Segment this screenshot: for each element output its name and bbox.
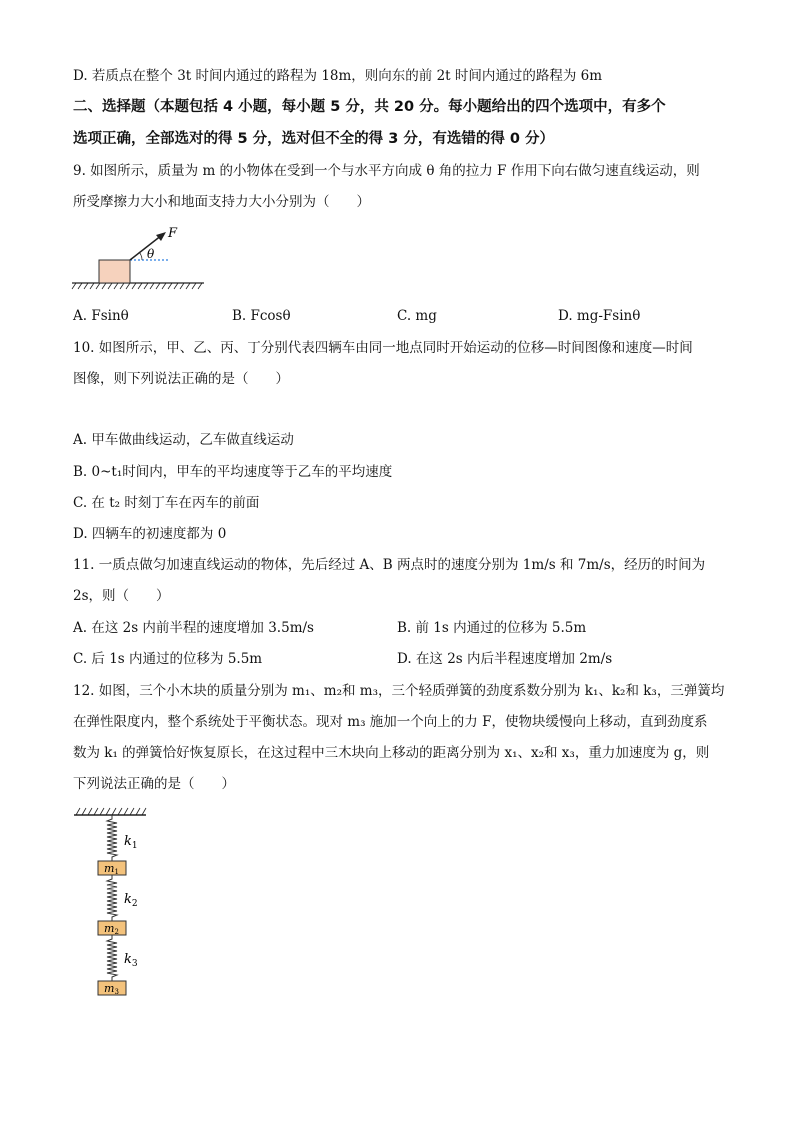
- q9-option-b[interactable]: B. Fcosθ: [232, 308, 291, 324]
- q10-option-a[interactable]: A. 甲车做曲线运动，乙车做直线运动: [73, 432, 294, 448]
- q10-option-c[interactable]: C. 在 t₂ 时刻丁车在丙车的前面: [73, 495, 260, 511]
- q12-stem-line2: 在弹性限度内，整个系统处于平衡状态。现对 m₃ 施加一个向上的力 F，使物块缓慢向上移动，直到劲度系: [73, 714, 708, 730]
- spring-k2: [107, 875, 117, 921]
- q11-option-c[interactable]: C. 后 1s 内通过的位移为 5.5m: [73, 651, 263, 667]
- section-header-line2: 选项正确，全部选对的得 5 分，选对但不全的得 3 分，有选错的得 0 分）: [73, 131, 555, 147]
- block-label-m1: m1: [104, 862, 119, 876]
- q9-stem-line2: 所受摩擦力大小和地面支持力大小分别为（ ）: [73, 194, 370, 210]
- q11-option-a[interactable]: A. 在这 2s 内前半程的速度增加 3.5m/s: [73, 620, 314, 636]
- q10-option-b[interactable]: B. 0~t₁时间内，甲车的平均速度等于乙车的平均速度: [73, 464, 393, 480]
- q9-option-c[interactable]: C. mg: [397, 308, 437, 324]
- block: [99, 260, 130, 283]
- q8-option-d: D. 若质点在整个 3t 时间内通过的路程为 18m，则向东的前 2t 时间内通过的路程为 6m: [73, 68, 603, 84]
- q10-option-d[interactable]: D. 四辆车的初速度都为 0: [73, 526, 227, 542]
- spring-k1: [107, 815, 117, 861]
- q12-figure: [74, 805, 164, 1005]
- q9-stem-line1: 9. 如图所示，质量为 m 的小物体在受到一个与水平方向成 θ 角的拉力 F 作用下向右做匀速直线运动，则: [73, 163, 700, 179]
- force-label: F: [168, 226, 178, 241]
- q12-stem-line1: 12. 如图，三个小木块的质量分别为 m₁、m₂和 m₃，三个轻质弹簧的劲度系数分别为 k₁、k₂和 k₃，三弹簧均: [73, 683, 725, 699]
- q11-option-d[interactable]: D. 在这 2s 内后半程速度增加 2m/s: [397, 651, 613, 667]
- q11-stem-line2: 2s，则（ ）: [73, 588, 170, 604]
- block-label-m2: m2: [104, 922, 119, 936]
- q11-option-b[interactable]: B. 前 1s 内通过的位移为 5.5m: [397, 620, 587, 636]
- q11-stem-line1: 11. 一质点做匀加速直线运动的物体，先后经过 A、B 两点时的速度分别为 1m/s 和 7m/s，经历的时间为: [73, 557, 706, 573]
- angle-label: θ: [147, 247, 155, 261]
- q9-figure: [72, 225, 212, 290]
- q9-option-a[interactable]: A. Fsinθ: [73, 308, 129, 324]
- q12-stem-line3: 数为 k₁ 的弹簧恰好恢复原长，在这过程中三木块向上移动的距离分别为 x₁、x₂和 x₃，重力加速度为 g，则: [73, 745, 710, 761]
- ground-hatch: [72, 283, 202, 289]
- spring-k3: [107, 935, 117, 981]
- section-header-line1: 二、选择题（本题包括 4 小题，每小题 5 分，共 20 分。每小题给出的四个选项中，有多个: [73, 99, 666, 115]
- q10-stem-line1: 10. 如图所示，甲、乙、丙、丁分别代表四辆车由同一地点同时开始运动的位移—时间图像和速度—时间: [73, 340, 693, 356]
- spring-label-k2: $k_2$: [124, 892, 138, 909]
- q12-stem-line4: 下列说法正确的是（ ）: [73, 776, 235, 792]
- spring-label-k3: $k_3$: [124, 952, 138, 969]
- force-arrowhead: [156, 232, 166, 241]
- block-label-m3: m3: [104, 982, 119, 996]
- q9-option-d[interactable]: D. mg-Fsinθ: [558, 308, 641, 324]
- spring-label-k1: $k_1$: [124, 834, 138, 851]
- ceiling-hatch: [76, 808, 146, 815]
- force-arrow: [130, 235, 162, 260]
- q10-stem-line2: 图像，则下列说法正确的是（ ）: [73, 371, 289, 387]
